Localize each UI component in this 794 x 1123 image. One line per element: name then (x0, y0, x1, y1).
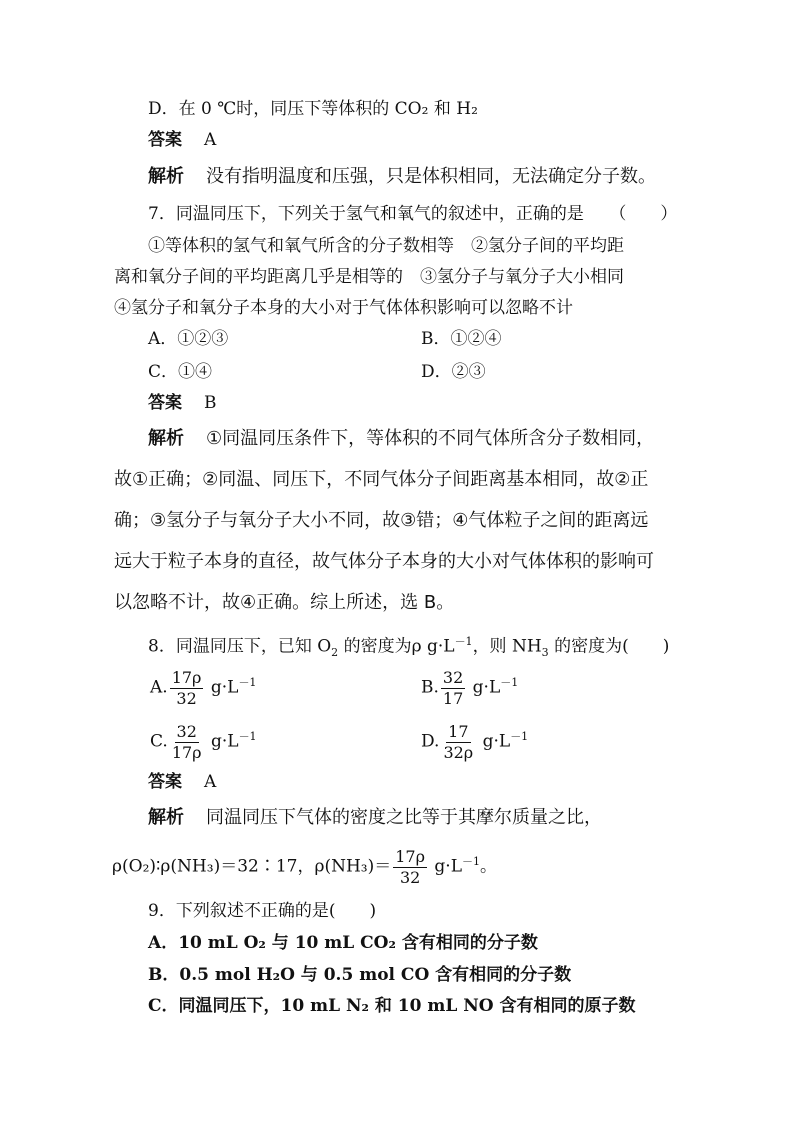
q8-stem-text: 8．同温同压下，已知 O (148, 636, 332, 657)
q8-stem-text: 的密度为( ) (548, 636, 670, 657)
q6-answer (148, 129, 216, 151)
q7-option-d: D．②③ (421, 362, 486, 382)
q9-stem: 9．下列叙述不正确的是( ) (148, 901, 377, 921)
subscript: 3 (541, 646, 549, 660)
q8-answer (148, 771, 216, 793)
superscript: －1 (454, 635, 473, 648)
formula-text: ρ(O₂)∶ρ(NH₃)＝32∶17，ρ(NH₃)＝ (112, 856, 392, 877)
q8-stem (148, 631, 669, 664)
analysis-text: ①同温同压条件下，等体积的不同气体所含分子数相同， (206, 428, 655, 449)
superscript: －1 (510, 730, 529, 743)
q8-analysis (148, 807, 602, 829)
superscript: －1 (500, 676, 519, 689)
numerator: 32 (442, 667, 464, 687)
fraction (170, 668, 204, 709)
superscript: －1 (462, 855, 480, 868)
analysis-text: 同温同压下气体的密度之比等于其摩尔质量之比， (206, 807, 602, 828)
answer-label: 答案 (148, 130, 182, 150)
q8-option-b (421, 662, 518, 709)
q8-option-c (150, 716, 257, 763)
q7-option-b: B．①②④ (421, 329, 502, 349)
q7-analysis-line: 故①正确；②同温、同压下，不同气体分子间距离基本相同，故②正 (114, 469, 649, 490)
subscript: 2 (331, 646, 339, 660)
q9-option-a: A．10 mL O₂ 与 10 mL CO₂ 含有相同的分子数 (148, 933, 538, 953)
unit: g·L (434, 856, 462, 877)
answer-label: 答案 (148, 772, 182, 792)
q7-option-a: A．①②③ (148, 329, 229, 349)
q8-option-d (421, 716, 528, 763)
option-letter: C. (150, 731, 168, 752)
denominator: 17 (442, 688, 464, 708)
unit: g·L (472, 677, 501, 698)
unit: g·L (482, 731, 511, 752)
q9-option-b: B．0.5 mol H₂O 与 0.5 mol CO 含有相同的分子数 (148, 965, 572, 985)
answer-value: A (204, 130, 217, 150)
q7-statement-line: ①等体积的氢气和氧气所含的分子数相等 ②氢分子间的平均距 (148, 236, 624, 256)
formula-text: 。 (480, 856, 497, 877)
numerator: 17 (448, 721, 469, 741)
fraction (170, 722, 204, 763)
analysis-label: 解析 (148, 166, 184, 187)
numerator: 32 (176, 721, 197, 741)
unit: g·L (210, 731, 239, 752)
superscript: －1 (238, 676, 257, 689)
q7-statement-line: ④氢分子和氧分子本身的大小对于气体体积影响可以忽略不计 (114, 298, 573, 318)
q8-stem-text: 的密度为ρ g·L (338, 636, 455, 657)
analysis-label: 解析 (148, 428, 184, 449)
q8-option-a (150, 662, 256, 709)
q6-option-d: D．在 0 ℃时，同压下等体积的 CO₂ 和 H₂ (148, 99, 478, 119)
numerator: 17ρ (395, 846, 426, 866)
answer-value: B (204, 393, 217, 413)
fraction (393, 847, 427, 888)
q7-analysis-line: 以忽略不计，故④正确。综上所述，选 B。 (114, 592, 455, 613)
fraction (441, 722, 475, 763)
q7-analysis-line: 确；③氢分子与氧分子大小不同，故③错；④气体粒子之间的距离远 (114, 510, 649, 531)
answer-value: A (204, 772, 217, 792)
unit: g·L (210, 677, 239, 698)
analysis-label: 解析 (148, 807, 184, 828)
q7-statement-line: 离和氧分子间的平均距离几乎是相等的 ③氢分子与氧分子大小相同 (114, 267, 624, 287)
denominator: 32ρ (443, 742, 474, 762)
denominator: 32 (176, 688, 197, 708)
numerator: 17ρ (171, 667, 202, 687)
q8-stem-text: ，则 NH (472, 636, 542, 657)
q9-option-c: C．同温同压下，10 mL N₂ 和 10 mL NO 含有相同的原子数 (148, 996, 636, 1016)
denominator: 17ρ (171, 742, 202, 762)
option-letter: D. (421, 731, 440, 752)
q7-stem: 7．同温同压下，下列关于氢气和氧气的叙述中，正确的是 （ ） (148, 204, 678, 224)
option-letter: B. (421, 677, 439, 698)
q8-formula (112, 840, 497, 889)
q7-answer (148, 392, 217, 414)
q6-analysis (148, 166, 656, 188)
q7-analysis-line (148, 428, 654, 450)
denominator: 32 (399, 867, 421, 887)
q7-analysis-line: 远大于粒子本身的直径，故气体分子本身的大小对气体体积的影响可 (114, 551, 654, 572)
answer-label: 答案 (148, 393, 182, 413)
q7-option-c: C．①④ (148, 362, 213, 382)
fraction (441, 668, 465, 709)
analysis-text: 没有指明温度和压强，只是体积相同，无法确定分子数。 (206, 166, 656, 187)
superscript: －1 (238, 730, 257, 743)
option-letter: A. (150, 677, 168, 698)
